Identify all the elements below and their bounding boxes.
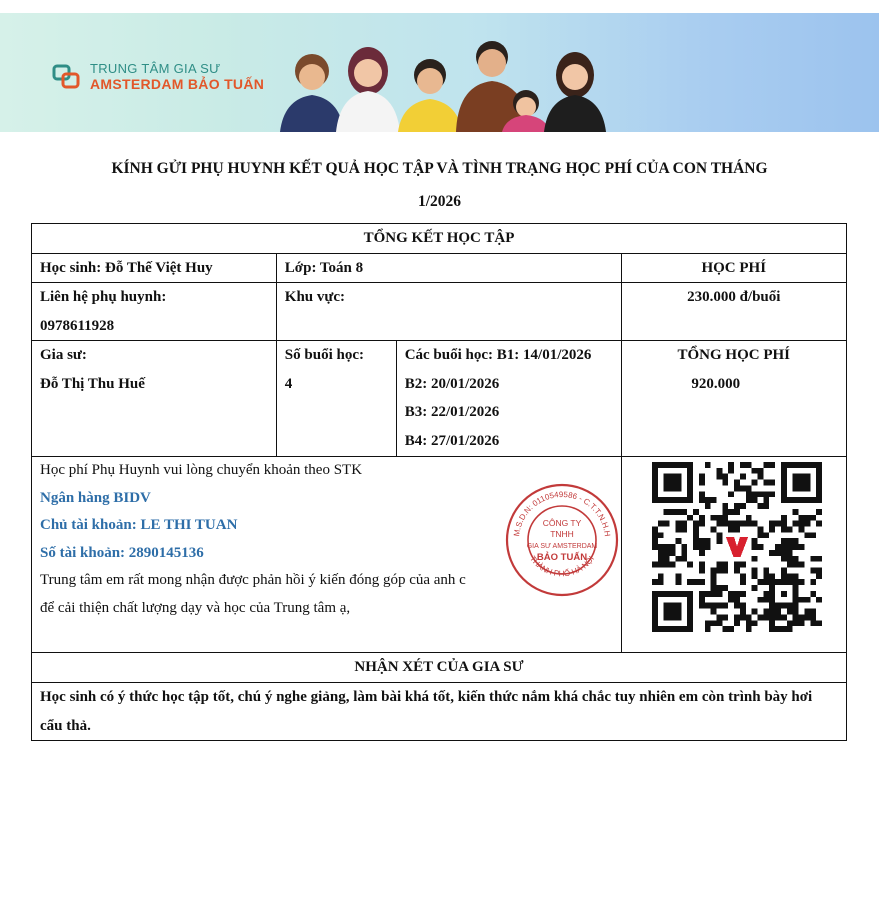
sessions-count: 4	[284, 375, 293, 392]
header-banner	[0, 13, 879, 132]
bank-name: Ngân hàng BIDV	[40, 489, 151, 506]
session-date-4: B4: 27/01/2026	[404, 432, 500, 449]
fee-header: HỌC PHÍ	[621, 254, 847, 283]
total-fee-value: 920.000	[691, 375, 741, 392]
summary-header: TỔNG KẾT HỌC TẬP	[32, 224, 847, 254]
page-title-line1: KÍNH GỬI PHỤ HUYNH KẾT QUẢ HỌC TẬP VÀ TÌNH TRẠNG HỌC PHÍ CỦA CON THÁNG	[111, 160, 768, 177]
logo-line1: TRUNG TÂM GIA SƯ	[90, 61, 221, 76]
company-stamp	[505, 483, 619, 597]
page-title-line2: 1/2026	[417, 193, 462, 210]
total-fee-label: TỔNG HỌC PHÍ	[677, 347, 790, 363]
banner-people-photo	[270, 13, 610, 132]
sessions-label: Số buổi học:	[284, 347, 364, 363]
stamp-line3: GIA SƯ AMSTERDAM	[526, 543, 598, 550]
class-name: Lớp: Toán 8	[276, 254, 621, 283]
account-holder: Chủ tài khoản: LE THI TUAN	[40, 517, 238, 533]
payment-note: Học phí Phụ Huynh vui lòng chuyển khoản theo STK	[40, 462, 363, 478]
student-name: Học sinh: Đỗ Thế Việt Huy	[32, 254, 277, 283]
logo-icon	[52, 64, 82, 90]
session-date-2: B2: 20/01/2026	[404, 375, 500, 392]
session-date-3: B3: 22/01/2026	[404, 404, 500, 420]
tutor-name: Đỗ Thị Thu Huế	[40, 375, 145, 392]
logo-line2: AMSTERDAM BẢO TUẤN	[90, 76, 265, 92]
feedback-line1: Trung tâm em rất mong nhận được phản hồi ý kiến đóng góp của anh c	[40, 572, 466, 588]
session-date-1: Các buổi học: B1: 14/01/2026	[404, 347, 592, 363]
tutor-comment: Học sinh có ý thức học tập tốt, chú ý nghe giảng, làm bài khá tốt, kiến thức nắm khá chắc tuy nhiên em còn trình bày hơi cẩu thả.	[32, 683, 847, 741]
stamp-ring-text: M.S.D.N: 0110549586 - C.T.T.N.H.H	[512, 489, 612, 537]
feedback-line2: để cải thiện chất lượng dạy và học của Trung tâm ạ,	[40, 599, 351, 616]
payment-qr-code	[652, 461, 822, 633]
stamp-line1: CÔNG TY	[542, 518, 582, 528]
parent-contact-label: Liên hệ phụ huynh:	[40, 289, 167, 305]
center-logo	[52, 61, 264, 92]
stamp-line2: TNHH	[550, 529, 574, 539]
fee-per-session: 230.000 đ/buổi	[621, 283, 847, 341]
stamp-bottom-text: THÀNH PHỐ HÀ NỘI	[527, 554, 596, 579]
account-number: Số tài khoản: 2890145136	[40, 544, 204, 561]
parent-phone: 0978611928	[40, 317, 115, 334]
stamp-line4: BẢO TUẤN	[536, 552, 588, 563]
tutor-label: Gia sư:	[40, 347, 87, 363]
area-field: Khu vực:	[276, 283, 621, 341]
comments-header: NHẬN XÉT CỦA GIA SƯ	[32, 653, 847, 683]
